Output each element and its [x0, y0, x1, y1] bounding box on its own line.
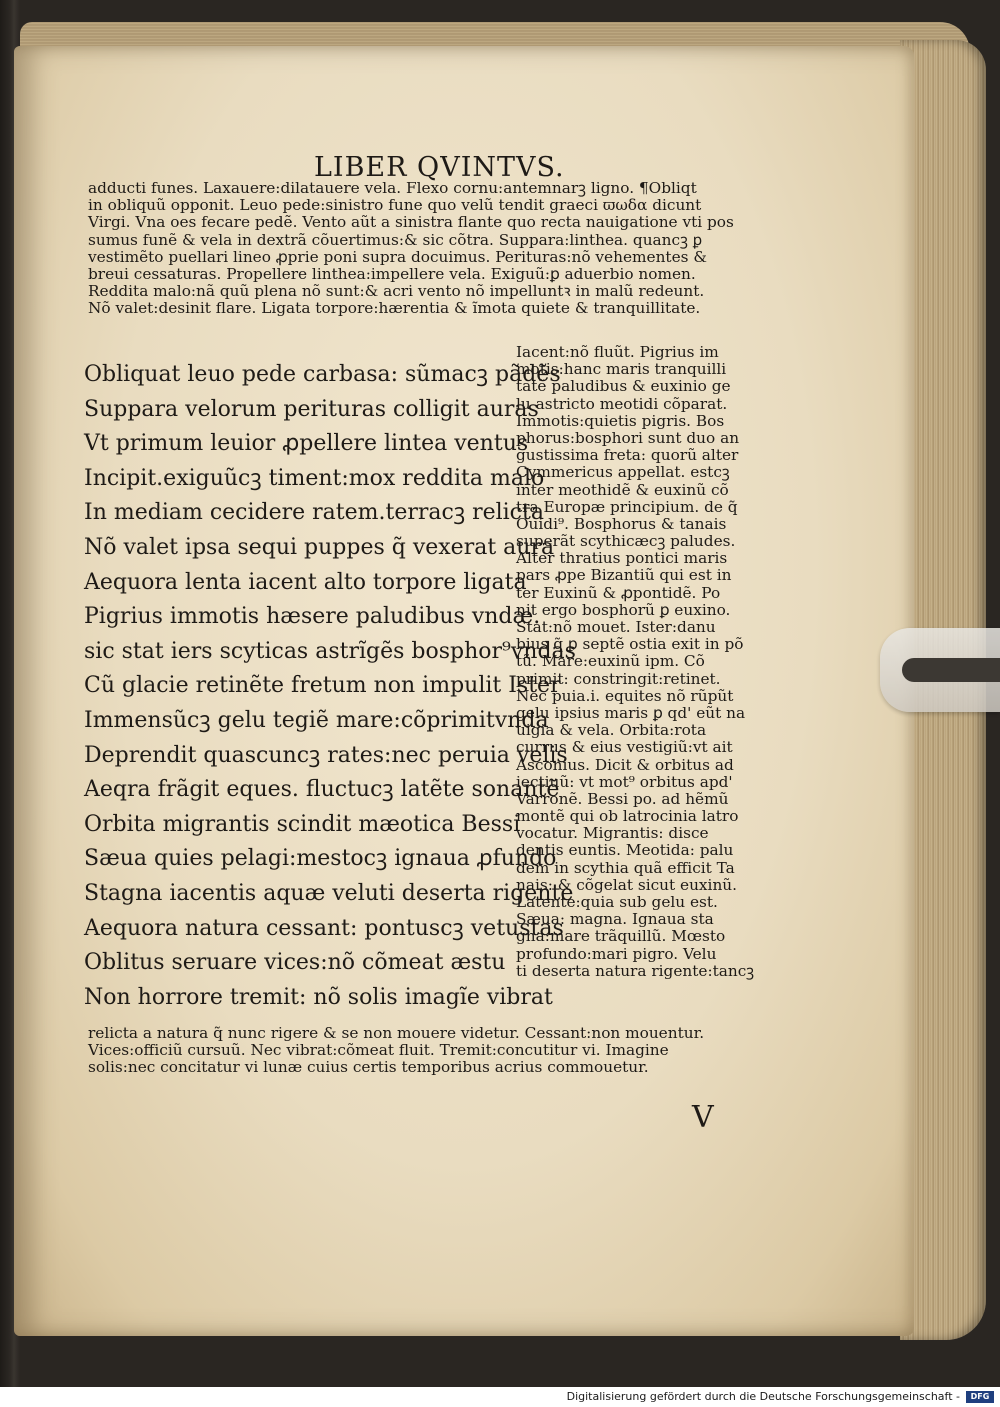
commentary-line: superãt scythicæcꝫ paludes. [516, 532, 736, 551]
commentary-line: nais: & cõgelat sicut euxinũ. [516, 875, 738, 894]
commentary-line: gustissima freta: quorũ alter [516, 446, 739, 465]
commentary-line: Iacent:nõ fluũt. Pigrius im [516, 343, 719, 361]
commentary-line: tũ. Mare:euxinũ ipm. Cõ [516, 652, 705, 671]
commentary-line: in obliquũ opponit. Leuo pede:sinistro fune quo velũ tendit graeci ϖωδα dicunt [88, 196, 702, 215]
commentary-line: nit ergo bosphorũ ꝑ euxino. [516, 600, 731, 619]
verse-line: Aequora lenta iacent alto torpore ligata [84, 569, 527, 595]
commentary-line: iectiuũ: vt mot⁹ orbitus apd' [516, 772, 733, 791]
commentary-line: dem in scythia quã efficit Ta [516, 858, 735, 877]
commentary-line: motis:hanc maris tranquilli [516, 360, 727, 379]
commentary-line: gna:mare trãquillũ. Mœsto [516, 927, 726, 946]
verse-line: Nõ valet ipsa sequi puppes q̃ vexerat aura [84, 534, 555, 560]
verse-line: Vt primum leuior ꝓpellere lintea ventus [84, 431, 529, 457]
verse-line: Suppara velorum perituras colligit auras [84, 396, 539, 422]
commentary-line: dentis euntis. Meotida: palu [516, 841, 734, 860]
verse-line: Cũ glacie retinẽte fretum non impulit Ister [84, 673, 561, 699]
dfg-logo: DFG [966, 1391, 994, 1403]
commentary-side [516, 344, 766, 980]
commentary-line: Virgi. Vna oes fecare pedẽ. Vento aũt a sinistra flante quo recta nauigatione vti pos [88, 213, 734, 232]
verse-text [84, 358, 576, 1015]
commentary-line: montẽ qui ob latrocinia latro [516, 807, 739, 826]
commentary-line: Varronẽ. Bessi po. ad hẽmũ [516, 789, 729, 808]
commentary-line: Vices:officiũ cursuũ. Nec vibrat:cõmeat fluit. Tremit:concutitur vi. Imagine [88, 1041, 669, 1060]
commentary-line: breui cessaturas. Propellere linthea:impellere vela. Exiguũ:ꝑ aduerbio nomen. [88, 264, 696, 283]
commentary-bottom [88, 1025, 768, 1077]
commentary-line: profundo:mari pigro. Velu [516, 944, 717, 963]
commentary-line: sumus funẽ & vela in dextrã cõuertimus:& sic cõtra. Suppara:linthea. quancꝫ ꝑ [88, 230, 703, 249]
verse-line: Obliquat leuo pede carbasa: sũmacꝫ pãdẽs [84, 362, 561, 387]
commentary-line: tatẽ paludibus & euxinio ge [516, 377, 731, 396]
commentary-line: ter Euxinũ & ꝓpontidẽ. Po [516, 583, 721, 602]
verse-line: Pigrius immotis hæsere paludibus vndæ. [84, 604, 541, 630]
verse-line: Incipit.exiguũcꝫ timent:mox reddita malo [84, 465, 545, 491]
running-head: LIBER QVINTVS. [314, 152, 565, 183]
commentary-line: relicta a natura q̃ nunc rigere & se non mouere videtur. Cessant:non mouentur. [88, 1024, 705, 1042]
verse-line: Aeqra frãgit eques. fluctucꝫ latẽte sonantẽ [84, 777, 560, 803]
verse-line: Stagna iacentis aquæ veluti deserta rigente [84, 880, 574, 906]
verse-line: In mediam cecidere ratem.terracꝫ relicta [84, 500, 544, 526]
commentary-line: tra Europæ principium. de q̃ [516, 497, 738, 516]
commentary-line: Stat:nõ mouet. Ister:danu [516, 618, 716, 636]
bookmark-slot [902, 658, 1000, 682]
verse-line: sic stat iers scyticas astrĩgẽs bosphor⁹vndas [84, 638, 576, 664]
verse-line: Immensũcꝫ gelu tegiẽ mare:cõprimitvnda [84, 707, 549, 733]
commentary-line: pars ꝓpe Bizantiũ qui est in [516, 566, 732, 585]
commentary-line: lu astricto meotidi cõparat. [516, 394, 728, 413]
verse-line: Deprendit quascuncꝫ rates:nec peruia velis [84, 742, 568, 768]
commentary-line: currus & eius vestigiũ:vt ait [516, 738, 733, 757]
commentary-top [88, 180, 768, 318]
verse-line: Non horrore tremit: nõ solis imagĩe vibrat [84, 984, 553, 1010]
commentary-line: primit: constringit:retinet. [516, 669, 721, 688]
commentary-line: Nõ valet:desinit flare. Ligata torpore:hærentia & ĩmota quiete & tranquillitate. [88, 299, 701, 318]
commentary-line: Sæua: magna. Ignaua sta [516, 910, 714, 929]
commentary-line: inter meothidẽ & euxinũ cõ [516, 480, 729, 499]
commentary-line: Ouidi⁹. Bosphorus & tanais [516, 514, 727, 533]
signature-mark: V [692, 1100, 714, 1135]
footer-bar [0, 1387, 1000, 1407]
commentary-line: vestimẽto puellari lineo ꝓprie poni supra docuimus. Perituras:nõ vehementes & [88, 247, 707, 266]
commentary-line: Cymmericus appellat. estcꝫ [516, 463, 730, 482]
commentary-line: Nec puia.i. equites nõ rũpũt [516, 686, 734, 705]
commentary-line: solis:nec concitatur vi lunæ cuius certis temporibus acrius commouetur. [88, 1058, 649, 1077]
commentary-line: Latente:quia sub gelu est. [516, 893, 718, 911]
commentary-line: Alter thratius pontici maris [516, 549, 728, 568]
commentary-line: gelu ipsius maris ꝑ qd' eũt na [516, 703, 746, 722]
commentary-line: Immotis:quietis pigris. Bos [516, 411, 725, 430]
commentary-line: phorus:bosphori sunt duo an [516, 428, 740, 447]
commentary-line: uigia & vela. Orbita:rota [516, 721, 707, 740]
verse-line: Oblitus seruare vices:nõ cõmeat æstu [84, 950, 506, 976]
commentary-line: adducti funes. Laxauere:dilatauere vela. Flexo cornu:antemnarꝫ ligno. ¶Obliqt [88, 179, 697, 197]
commentary-line: Asconius. Dicit & orbitus ad [516, 755, 734, 774]
verse-line: Aequora natura cessant: pontuscꝫ vetustas [84, 915, 564, 941]
verse-line: Orbita migrantis scindit mæotica Bessi [84, 811, 521, 837]
commentary-line: bius q̃ ꝑ septẽ ostia exit in põ [516, 635, 744, 654]
funding-credit: Digitalisierung gefördert durch die Deutsche Forschungsgemeinschaft - [566, 1390, 960, 1403]
verse-line: Sæua quies pelagi:mestocꝫ ignaua ꝓfundo [84, 846, 557, 872]
commentary-line: ti deserta natura rigente:tancꝫ [516, 961, 755, 980]
commentary-line: Reddita malo:nã quũ plena nõ sunt:& acri vento nõ impelluntꝛ in malũ redeunt. [88, 282, 705, 301]
commentary-line: vocatur. Migrantis: disce [516, 824, 709, 843]
